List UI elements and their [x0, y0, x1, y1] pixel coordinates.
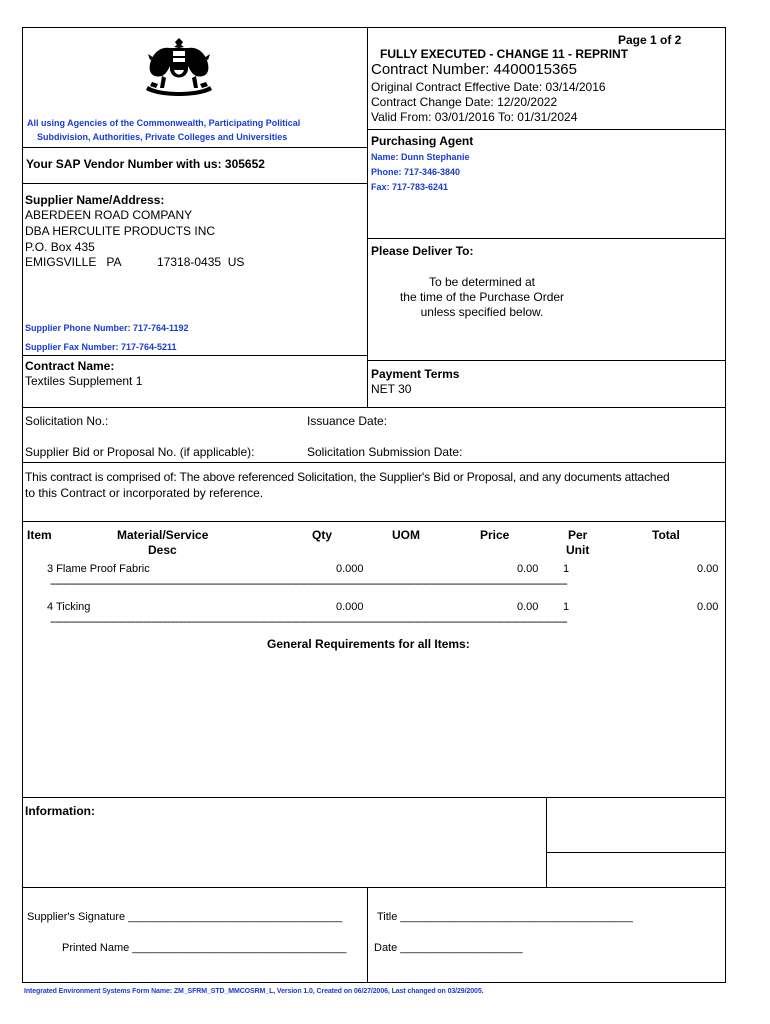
col-uom: UOM [392, 528, 420, 542]
contract-name-value: Textiles Supplement 1 [25, 374, 143, 388]
title-line[interactable]: Title ______________________________________ [377, 911, 633, 923]
divider [22, 462, 726, 463]
supplier-signature-line[interactable]: Supplier's Signature ___________________________________ [27, 911, 343, 923]
page-indicator: Page 1 of 2 [618, 33, 682, 47]
col-desc: Material/Service [117, 528, 209, 542]
column-divider [367, 27, 368, 407]
contract-status: FULLY EXECUTED - CHANGE 11 - REPRINT [380, 47, 629, 61]
agent-name: Name: Dunn Stephanie [371, 152, 470, 162]
row-separator: -------------------------------------------------------------------------------------------------------------------------------------------------------------------------------------------------- [50, 578, 567, 590]
row-2-desc: 4 Ticking [47, 601, 91, 613]
supplier-line-1: ABERDEEN ROAD COMPANY [25, 208, 193, 222]
divider [22, 147, 367, 148]
col-price: Price [480, 528, 510, 542]
col-per: Per [568, 528, 588, 542]
row-1-per: 1 [563, 563, 570, 575]
agencies-line-1: All using Agencies of the Commonwealth, Participating Political [27, 118, 301, 128]
row-1-desc: 3 Flame Proof Fabric [47, 563, 150, 575]
col-qty: Qty [312, 528, 333, 542]
row-separator: -------------------------------------------------------------------------------------------------------------------------------------------------------------------------------------------------- [50, 616, 567, 628]
supplier-zip: 17318-0435 US [157, 255, 245, 269]
row-1-qty: 0.000 [336, 563, 364, 575]
col-desc-2: Desc [148, 543, 177, 557]
supplier-phone: Supplier Phone Number: 717-764-1192 [25, 323, 189, 333]
issuance-date: Issuance Date: [307, 414, 388, 428]
contract-number: Contract Number: 4400015365 [371, 61, 577, 78]
divider [22, 355, 367, 356]
col-per-2: Unit [566, 543, 590, 557]
row-2-per: 1 [563, 601, 570, 613]
commonwealth-seal-icon [140, 36, 218, 98]
printed-name-line[interactable]: Printed Name ___________________________________ [62, 942, 347, 954]
solicitation-no: Solicitation No.: [25, 414, 109, 428]
agencies-line-2: Subdivision, Authorities, Private Colleges and Universities [37, 132, 288, 142]
divider [367, 360, 726, 361]
form-footer: Integrated Environment Systems Form Name: ZM_SFRM_STD_MMCOSRM_L, Version 1.0, Created on 06/27/2006, Last changed on 03/29/2005. [24, 988, 484, 995]
supplier-line-3: P.O. Box 435 [25, 240, 95, 254]
agent-phone: Phone: 717-346-3840 [371, 167, 461, 177]
original-effective-date: Original Contract Effective Date: 03/14/2016 [371, 80, 606, 94]
col-total: Total [652, 528, 680, 542]
date-line[interactable]: Date ____________________ [374, 942, 523, 954]
contract-change-date: Contract Change Date: 12/20/2022 [371, 95, 558, 109]
supplier-label: Supplier Name/Address: [25, 193, 165, 207]
supplier-bid-no: Supplier Bid or Proposal No. (if applicable): [25, 445, 255, 459]
row-2-price: 0.00 [517, 601, 539, 613]
comprised-line-2: to this Contract or incorporated by reference. [25, 486, 264, 500]
comprised-line-1: This contract is comprised of: The above referenced Solicitation, the Supplier's Bid or Proposal, and any documents attached [25, 470, 670, 484]
valid-dates: Valid From: 03/01/2016 To: 01/31/2024 [371, 110, 578, 124]
divider [367, 129, 726, 130]
payment-terms-label: Payment Terms [371, 367, 460, 381]
row-2-total: 0.00 [697, 601, 719, 613]
deliver-line-2: the time of the Purchase Order [399, 290, 565, 304]
row-1-total: 0.00 [697, 563, 719, 575]
divider [22, 521, 726, 522]
contract-name-label: Contract Name: [25, 359, 115, 373]
divider [22, 797, 726, 798]
supplier-fax: Supplier Fax Number: 717-764-5211 [25, 342, 177, 352]
information-label: Information: [25, 804, 95, 818]
purchasing-agent-title: Purchasing Agent [371, 134, 474, 148]
signature-divider [367, 887, 368, 983]
divider [22, 887, 726, 888]
deliver-line-3: unless specified below. [420, 305, 544, 319]
divider [546, 852, 726, 853]
divider [22, 183, 367, 184]
divider [22, 407, 726, 408]
divider [367, 238, 726, 239]
supplier-city: EMIGSVILLE PA [25, 255, 122, 269]
row-2-qty: 0.000 [336, 601, 364, 613]
deliver-label: Please Deliver To: [371, 244, 474, 258]
supplier-line-2: DBA HERCULITE PRODUCTS INC [25, 224, 216, 238]
general-requirements: General Requirements for all Items: [267, 637, 470, 651]
submission-date: Solicitation Submission Date: [307, 445, 463, 459]
payment-terms-value: NET 30 [371, 382, 412, 396]
col-item: Item [27, 528, 52, 542]
row-1-price: 0.00 [517, 563, 539, 575]
deliver-line-1: To be determined at [428, 275, 536, 289]
agent-fax: Fax: 717-783-6241 [371, 182, 449, 192]
vendor-number: Your SAP Vendor Number with us: 305652 [26, 157, 265, 171]
info-divider [546, 797, 547, 887]
